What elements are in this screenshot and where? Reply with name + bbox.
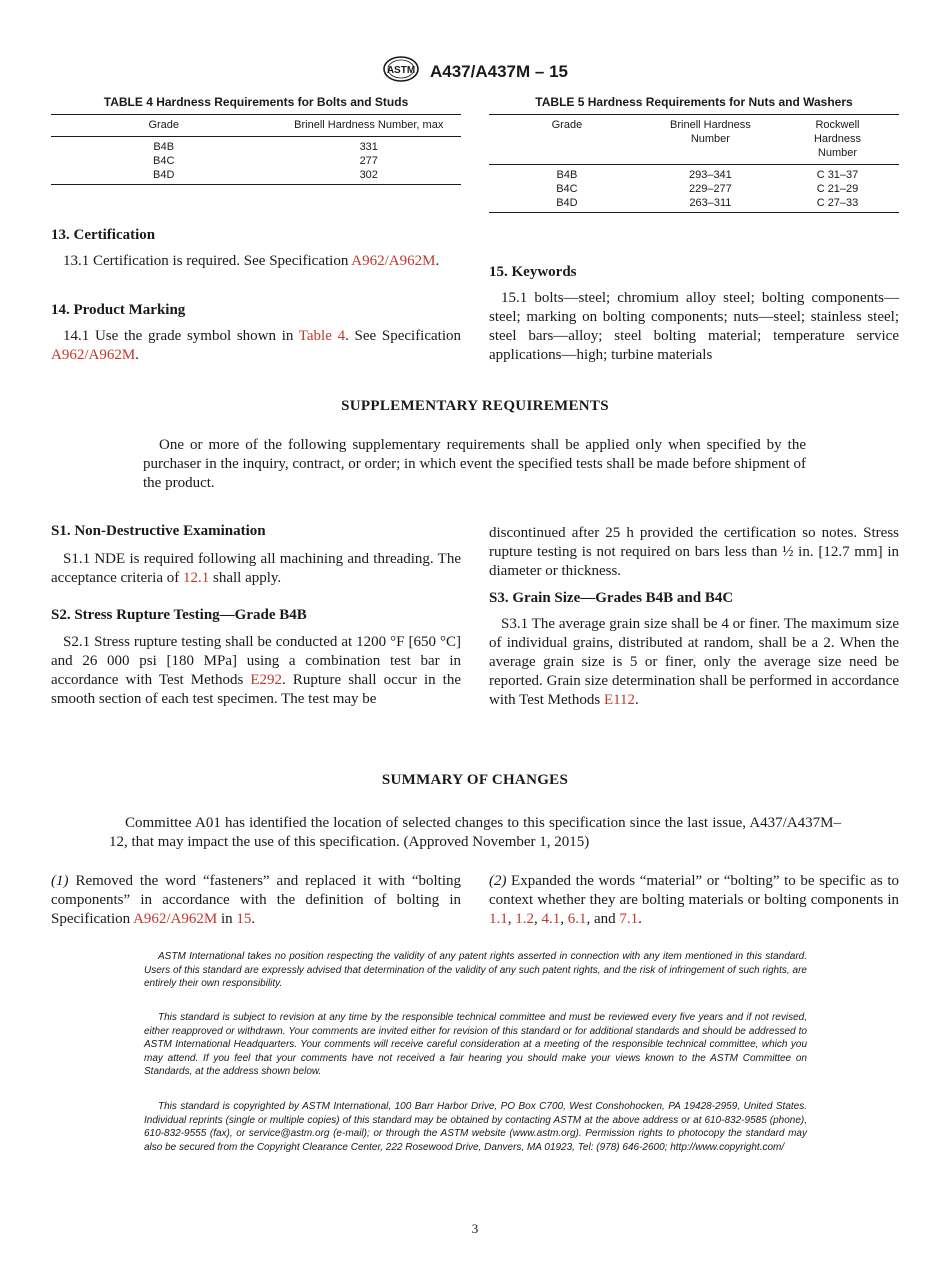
section-14-text-a: 14.1 Use the grade symbol shown in [63, 328, 299, 344]
table-row [489, 196, 899, 213]
link-a962[interactable]: A962/A962M [133, 911, 218, 927]
summary-intro: Committee A01 has identified the location of selected changes to this specification since the last issue, A437/A437M–12, that may impact the use of this specification. (Approved November 1, 2015) [109, 815, 841, 850]
s3-text-b: . [635, 692, 639, 708]
s3-heading: S3. Grain Size—Grades B4B and B4C [489, 590, 734, 606]
table-cell: B4B [556, 169, 578, 181]
section-13-text-b: . [435, 253, 440, 269]
link-table-4[interactable]: Table 4 [298, 328, 346, 344]
summary-item-2-text-a: Expanded the words “material” or “bolting” to be specific as to context whether they are bolting materials or bolting components in [489, 873, 899, 908]
link-e112[interactable]: E112 [603, 692, 636, 708]
summary-item-2-num: (2) [489, 873, 507, 889]
table-row [51, 154, 461, 168]
table4-header-row [51, 115, 461, 137]
table-cell: B4C [556, 183, 578, 195]
table4-title: TABLE 4 Hardness Requirements for Bolts and Studs [103, 95, 409, 109]
s2-heading: S2. Stress Rupture Testing—Grade B4B [51, 607, 307, 623]
link-1-1[interactable]: 1.1 [489, 911, 508, 927]
link-a962[interactable]: A962/A962M [351, 253, 436, 269]
table-cell: 302 [277, 168, 462, 185]
table5-col-brinell: Brinell Hardness Number [645, 115, 776, 165]
link-6-1[interactable]: 6.1 [567, 911, 587, 927]
summary-item-1-num: (1) [51, 873, 69, 889]
link-7-1[interactable]: 7.1 [619, 911, 639, 927]
link-4-1[interactable]: 4.1 [541, 911, 561, 927]
link-a962[interactable]: A962/A962M [51, 347, 136, 363]
section-15-text: 15.1 bolts—steel; chromium alloy steel; bolting components—steel; marking on bolting components; nuts—steel; stainless steel; steel bars—alloy; steel bolting material; temperature service applications—high; turbine materials [489, 290, 899, 363]
link-1-2[interactable]: 1.2 [515, 911, 534, 927]
table-cell: B4C [153, 155, 175, 167]
table4-col-brinell: Brinell Hardness Number, max [277, 115, 462, 137]
table-cell: B4D [489, 196, 645, 213]
s3-text [489, 615, 899, 710]
standard-designation: A437/A437M – 15 [430, 61, 568, 81]
astm-logo-icon [382, 56, 420, 87]
table5-header-row [489, 115, 899, 165]
section-14-heading: 14. Product Marking [51, 302, 186, 318]
summary-item-1 [51, 872, 461, 929]
table-row [489, 165, 899, 183]
section-13-text-a: 13.1 Certification is required. See Specification [63, 253, 352, 269]
summary-item-1-text-b: in [217, 911, 237, 927]
link-e292[interactable]: E292 [250, 672, 283, 688]
link-section-15[interactable]: 15 [236, 911, 252, 927]
link-12-1[interactable]: 12.1 [182, 570, 210, 586]
table-cell: 263–311 [645, 196, 776, 213]
table4-block [51, 95, 461, 185]
summary-item-1-text-c: . [251, 911, 256, 927]
table-cell: 229–277 [688, 183, 732, 195]
table4 [51, 114, 461, 185]
summary-item-2-text-c: . [638, 911, 642, 927]
supplementary-title: SUPPLEMENTARY REQUIREMENTS [341, 398, 609, 414]
s1-heading: S1. Non-Destructive Examination [51, 523, 266, 539]
s2-text-a: S2.1 Stress rupture testing shall be conducted at 1200 °F [650 °C] and 26 000 psi [180 MPa] using a combination test bar in accordance with Test Methods [51, 634, 461, 688]
table-cell: 277 [359, 155, 378, 167]
table-row [51, 168, 461, 185]
summary-item-2-sep: , [507, 911, 516, 927]
page-header [0, 56, 950, 84]
summary-title: SUMMARY OF CHANGES [381, 772, 569, 788]
s3-text-a: S3.1 The average grain size shall be 4 or finer. The maximum size of individual grains, distributed at random, shall be a 2. When the average grain size is 5 or finer, only the average size need be reported. Grain size determination shall be performed in accordance with Test Methods [489, 616, 899, 708]
table4-col-grade: Grade [51, 115, 277, 137]
summary-item-2-sep: , [534, 911, 542, 927]
table-row [489, 182, 899, 196]
s2-text-continued: discontinued after 25 h provided the certification so notes. Stress rupture testing is not required on bars less than ½ in. [12.7 mm] in diameter or thickness. [489, 525, 899, 579]
table5-title: TABLE 5 Hardness Requirements for Nuts and Washers [535, 95, 853, 109]
table-cell: 331 [359, 141, 378, 153]
supplementary-intro: One or more of the following supplementary requirements shall be applied only when specified by the purchaser in the inquiry, contract, or order; in which event the specified tests shall be made before shipment of the product. [143, 437, 806, 491]
s2-text-b: . Rupture shall occur in the smooth section of each test specimen. The test may be [51, 672, 461, 707]
astm-logo-text: ASTM [386, 65, 416, 76]
table-cell: C 21–29 [816, 183, 859, 195]
page-number: 3 [471, 1221, 479, 1236]
table-cell: C 31–37 [816, 169, 859, 181]
table-cell: 293–341 [688, 169, 732, 181]
table-cell: B4D [51, 168, 277, 185]
section-13-heading: 13. Certification [51, 227, 156, 243]
summary-item-2-sep: , [560, 911, 568, 927]
table-cell: C 27–33 [776, 196, 899, 213]
section-14-text [51, 327, 461, 365]
section-14-text-c: . [135, 347, 139, 363]
table5-col-rockwell: Rockwell Hardness Number [776, 115, 899, 165]
s1-text [51, 550, 461, 588]
summary-item-2 [489, 872, 899, 929]
section-15-heading: 15. Keywords [489, 264, 577, 280]
table5-col-grade: Grade [489, 115, 645, 165]
table-cell: B4B [153, 141, 175, 153]
section-13-text [51, 252, 461, 271]
s2-text [51, 633, 461, 709]
table5 [489, 114, 899, 213]
summary-item-1-text-a: Removed the word “fasteners” and replaced it with “bolting components” in accordance with the definition of bolting in Specification [51, 873, 461, 927]
section-14-text-b: . See Specification [345, 328, 462, 344]
table5-block [489, 95, 899, 213]
table-row [51, 137, 461, 155]
s1-text-a: S1.1 NDE is required following all machining and threading. The acceptance criteria of [51, 551, 461, 586]
s1-text-b: shall apply. [209, 570, 282, 586]
summary-item-2-sep: , and [586, 911, 620, 927]
copyright-notice: This standard is copyrighted by ASTM International, 100 Barr Harbor Drive, PO Box C700, West Conshohocken, PA 19428-2959, United States. Individual reprints (single or multiple copies) of this standard may be obtained by contacting ASTM at the above address or at 610-832-9585 (phone), 610-832-9555 (fax), or service@astm.org (e-mail); or through the ASTM website (www.astm.org). Permission rights to photocopy the standard may also be secured from the Copyright Clearance Center, 222 Rosewood Drive, Danvers, MA 01923, Tel: (978) 646-2600; http://www.copyright.com/ [144, 1101, 807, 1153]
patent-notice: ASTM International takes no position respecting the validity of any patent rights asserted in connection with any item mentioned in this standard. Users of this standard are expressly advised that determination of the validity of any such patent rights, and the risk of infringement of such rights, are entirely their own responsibility. [144, 951, 807, 989]
revision-notice: This standard is subject to revision at any time by the responsible technical committee and must be reviewed every five years and if not revised, either reapproved or withdrawn. Your comments are invited either for revision of this standard or for additional standards and should be addressed to ASTM International Headquarters. Your comments will receive careful consideration at a meeting of the responsible technical committee, which you may attend. If you feel that your comments have not received a fair hearing you should make your views known to the ASTM Committee on Standards, at the address shown below. [144, 1012, 807, 1077]
